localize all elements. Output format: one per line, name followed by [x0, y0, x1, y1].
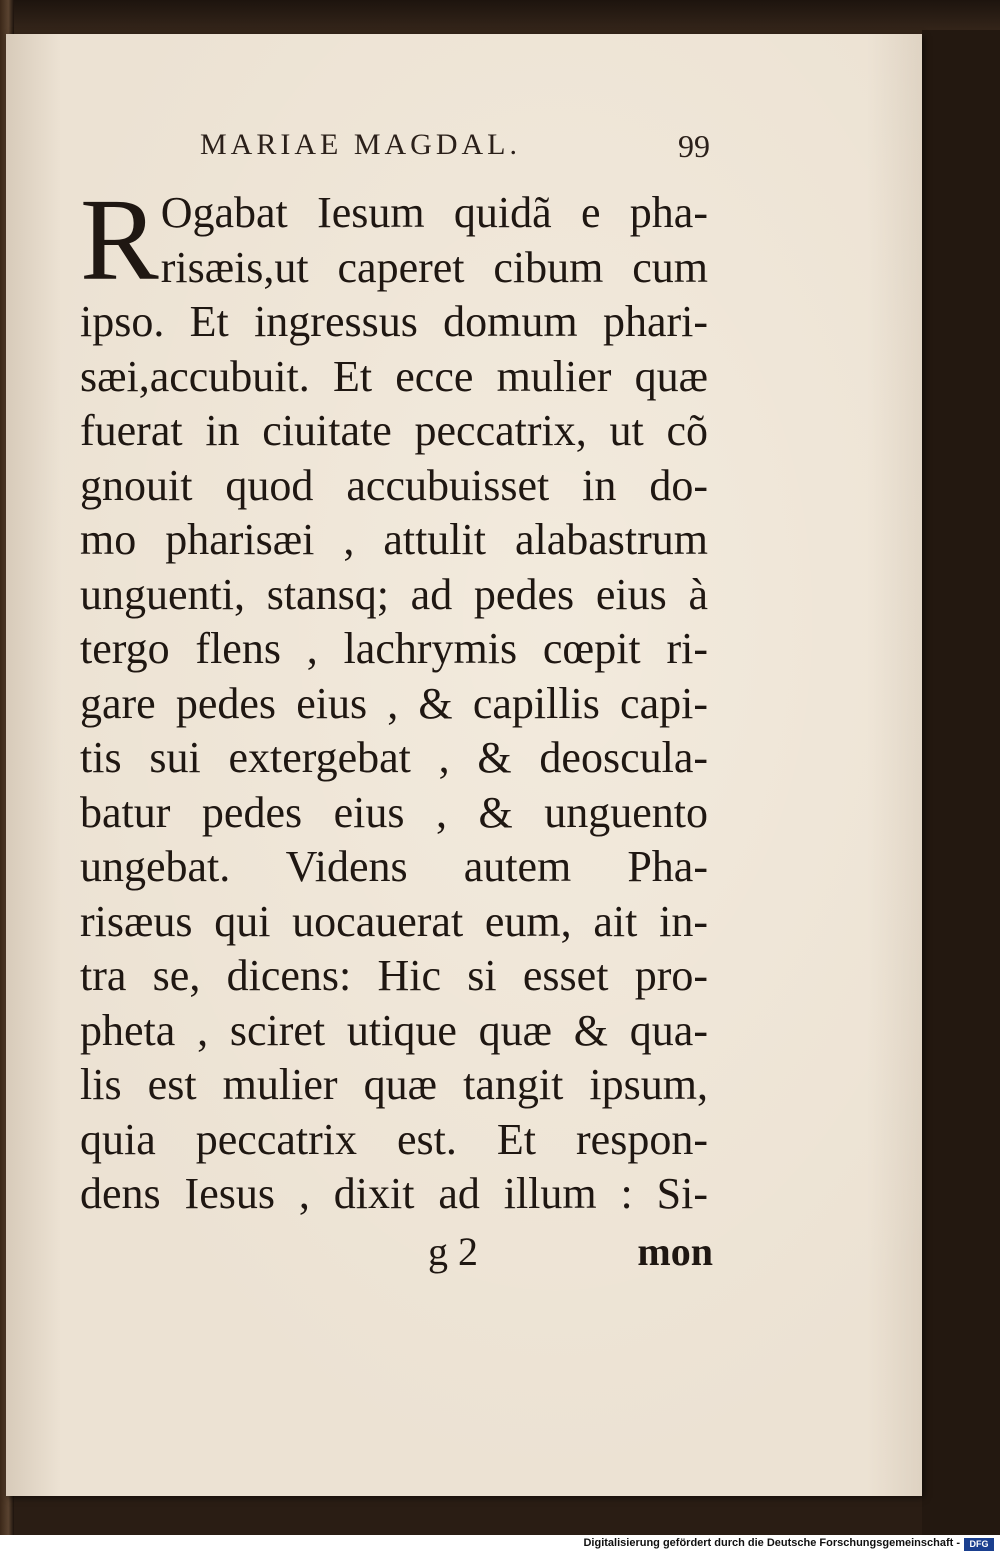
text-line: tra se, dicens: Hic si esset pro-: [80, 951, 708, 1000]
text-line: risæis,ut caperet cibum cum: [160, 242, 708, 292]
text-line: ipso. Et ingressus domum phari-: [80, 297, 708, 346]
text-line: unguenti, stansq; ad pedes eius à: [80, 569, 708, 619]
text-line: tergo flens , lachrymis cœpit ri-: [80, 624, 708, 673]
catchword: mon: [637, 1229, 713, 1274]
book-cover-edge: [922, 30, 1000, 1535]
text-line: batur pedes eius , & unguento: [80, 787, 708, 837]
text-line: ungebat. Videns autem Pha-: [80, 842, 708, 891]
text-line: Ogabat Iesum quidã e pha-: [160, 188, 708, 237]
text-line: mo pharisæi , attulit alabastrum: [80, 515, 708, 564]
running-title: MARIAE MAGDAL.: [200, 128, 521, 161]
credit-text: Digitalisierung gefördert durch die Deutsche Forschungsgemeinschaft -: [583, 1537, 960, 1549]
text-line: tis sui extergebat , & deoscula-: [80, 733, 708, 782]
text-line: lis est mulier quæ tangit ipsum,: [80, 1060, 708, 1109]
text-line: gnouit quod accubuisset in do-: [80, 460, 708, 510]
running-header: [200, 128, 720, 172]
signature-mark: g 2: [428, 1229, 478, 1274]
body-text-block: [80, 174, 708, 1222]
text-line: risæus qui uocauerat eum, ait in-: [80, 896, 708, 946]
text-line: pheta , sciret utique quæ & qua-: [80, 1005, 708, 1055]
page-number: 99: [678, 128, 710, 164]
text-line: quia peccatrix est. Et respon-: [80, 1114, 708, 1164]
drop-capital: R: [80, 174, 159, 305]
digitization-credit-bar: [0, 1535, 1000, 1555]
text-line: fuerat in ciuitate peccatrix, ut cõ: [80, 406, 708, 455]
text-line: sæi,accubuit. Et ecce mulier quæ: [80, 351, 708, 401]
signature-line: [428, 1228, 713, 1272]
dfg-logo: DFG: [964, 1538, 994, 1551]
text-line: gare pedes eius , & capillis capi-: [80, 678, 708, 728]
text-line: dens Iesus , dixit ad illum : Si-: [80, 1169, 708, 1218]
